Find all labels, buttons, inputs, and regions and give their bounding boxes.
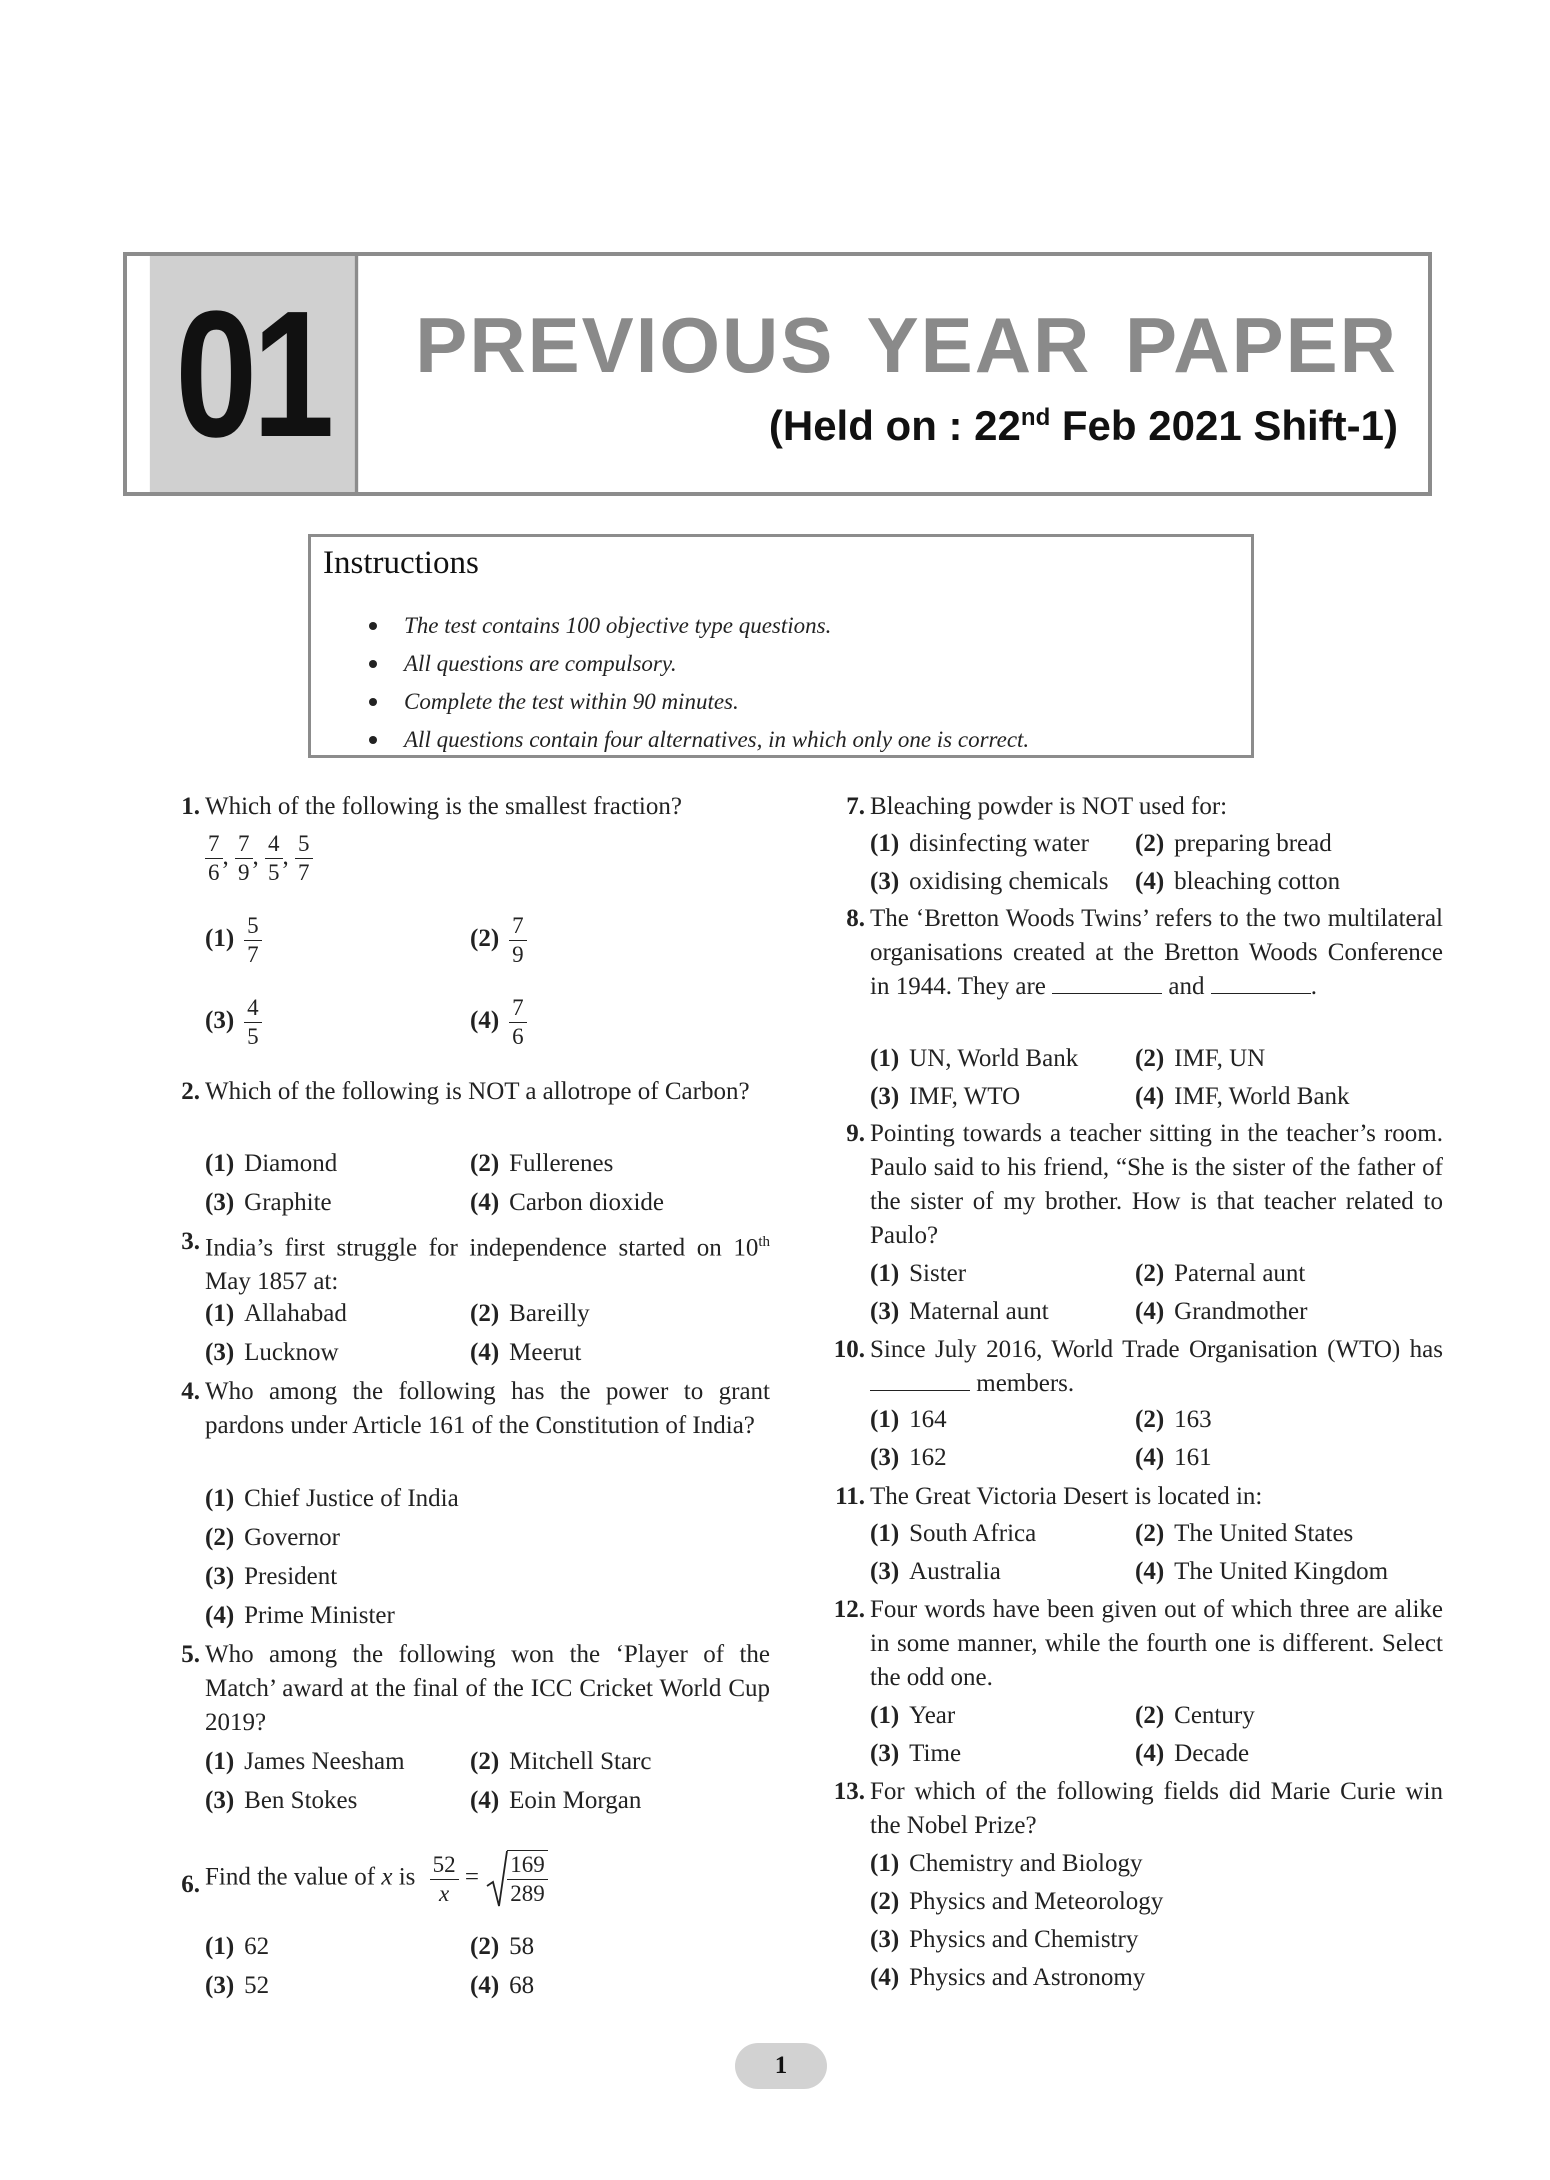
subtitle-date-prefix: (Held on : 22 <box>768 402 1021 449</box>
question-number: 11. <box>835 1483 865 1510</box>
subtitle-ordinal: nd <box>1020 404 1051 431</box>
option-3[interactable]: (3) IMF, WTO <box>870 1083 1021 1110</box>
option-2[interactable]: (2) The United States <box>1135 1520 1354 1547</box>
option-3[interactable]: (3) oxidising chemicals <box>870 868 1109 895</box>
question-number: 3. <box>181 1228 200 1255</box>
fraction: $\frac{5}{7}$ <box>295 830 313 887</box>
option-2[interactable]: (2) 58 <box>470 1933 535 1960</box>
option-4[interactable]: (4) Prime Minister <box>205 1602 395 1629</box>
option-3[interactable]: (3) 162 <box>870 1444 947 1471</box>
option-2[interactable]: (2) Century <box>1135 1702 1255 1729</box>
question-text: Four words have been given out of which three are alike in some manner, while the fourth one is different. Select the odd one. <box>870 1596 1443 1691</box>
question-text: India’s first struggle for independence started on 10th May 1857 at: <box>205 1234 770 1296</box>
option-1[interactable]: (1) 62 <box>205 1933 270 1960</box>
radical-sign-icon <box>485 1850 509 1910</box>
answer-blank <box>1052 971 1162 994</box>
option-4[interactable]: (4) Decade <box>1135 1740 1250 1767</box>
option-1[interactable]: (1) Year <box>870 1702 956 1729</box>
option-2[interactable]: (2) $\frac{7}{9}$ <box>470 912 527 969</box>
fraction: $\frac{4}{5}$ <box>244 994 262 1051</box>
option-2[interactable]: (2) preparing bread <box>1135 830 1332 857</box>
option-1[interactable]: (1) James Neesham <box>205 1748 405 1775</box>
question-text: Who among the following has the power to grant pardons under Article 161 of the Constitution of India? <box>205 1378 770 1439</box>
option-4[interactable]: (4) bleaching cotton <box>1135 868 1341 895</box>
instruction-item: Complete the test within 90 minutes. <box>369 683 1029 721</box>
question-number: 7. <box>846 793 865 820</box>
instruction-item: All questions contain four alternatives, in which only one is correct. <box>369 721 1029 759</box>
square-root <box>485 1850 548 1908</box>
option-2[interactable]: (2) Physics and Meteorology <box>870 1888 1164 1915</box>
option-2[interactable]: (2) Paternal aunt <box>1135 1260 1306 1287</box>
fraction: $\frac{7}{9}$ <box>509 912 527 969</box>
option-3[interactable]: (3) Time <box>870 1740 962 1767</box>
question-number: 12. <box>833 1596 865 1623</box>
option-1[interactable]: (1) South Africa <box>870 1520 1037 1547</box>
option-2[interactable]: (2) 163 <box>1135 1406 1212 1433</box>
option-4[interactable]: (4) $\frac{7}{6}$ <box>470 994 527 1051</box>
page-subtitle <box>769 402 1398 450</box>
fraction: $\frac{7}{6}$ <box>509 994 527 1051</box>
option-2[interactable]: (2) Fullerenes <box>470 1150 614 1177</box>
option-4[interactable]: (4) Carbon dioxide <box>470 1189 664 1216</box>
option-3[interactable]: (3) Ben Stokes <box>205 1787 358 1814</box>
option-4[interactable]: (4) Meerut <box>470 1339 582 1366</box>
option-1[interactable]: (1) Chief Justice of India <box>205 1485 459 1512</box>
instructions-box <box>308 534 1254 758</box>
fraction: $\frac{5}{7}$ <box>244 912 262 969</box>
option-3[interactable]: (3) $\frac{4}{5}$ <box>205 994 262 1051</box>
banner-text <box>381 256 1428 492</box>
page-number: 1 <box>735 2043 827 2089</box>
question-text: Who among the following won the ‘Player of the Match’ award at the final of the ICC Cricket World Cup 2019? <box>205 1641 770 1736</box>
question-number: 9. <box>846 1120 865 1147</box>
question-text: Which of the following is the smallest fraction? <box>205 793 682 820</box>
option-2[interactable]: (2) Mitchell Starc <box>470 1748 652 1775</box>
fraction: $\frac{169}{289}$ <box>507 1850 548 1908</box>
option-1[interactable]: (1) Diamond <box>205 1150 338 1177</box>
option-3[interactable]: (3) President <box>205 1563 338 1590</box>
option-2[interactable]: (2) Bareilly <box>470 1300 590 1327</box>
instructions-title: Instructions <box>323 545 479 581</box>
option-2[interactable]: (2) Governor <box>205 1524 340 1551</box>
option-1[interactable]: (1) Allahabad <box>205 1300 347 1327</box>
question-text: For which of the following fields did Marie Curie win the Nobel Prize? <box>870 1778 1443 1839</box>
question-number: 2. <box>181 1078 200 1105</box>
question-number: 5. <box>181 1641 200 1668</box>
option-3[interactable]: (3) 52 <box>205 1972 270 1999</box>
option-4[interactable]: (4) 161 <box>1135 1444 1212 1471</box>
subtitle-date-suffix: Feb 2021 Shift-1) <box>1050 402 1398 449</box>
option-3[interactable]: (3) Maternal aunt <box>870 1298 1049 1325</box>
option-4[interactable]: (4) IMF, World Bank <box>1135 1083 1350 1110</box>
option-4[interactable]: (4) The United Kingdom <box>1135 1558 1389 1585</box>
question-text: Since July 2016, World Trade Organisation (WTO) has members. <box>870 1336 1443 1397</box>
instructions-list <box>369 607 1029 759</box>
option-3[interactable]: (3) Australia <box>870 1558 1001 1585</box>
question-number: 13. <box>833 1778 865 1805</box>
page-title: PREVIOUS YEAR PAPER <box>415 301 1398 389</box>
question-number: 8. <box>846 905 865 932</box>
question-text: Bleaching powder is NOT used for: <box>870 793 1228 820</box>
option-1[interactable]: (1) disinfecting water <box>870 830 1089 857</box>
question-number: 6. <box>181 1871 200 1898</box>
option-3[interactable]: (3) Graphite <box>205 1189 332 1216</box>
question-text: Which of the following is NOT a allotrope of Carbon? <box>205 1078 750 1105</box>
question-text: The ‘Bretton Woods Twins’ refers to the two multilateral organisations created at the Bretton Woods Conference in 1944. They are and . <box>870 905 1443 1000</box>
option-1[interactable]: (1) UN, World Bank <box>870 1045 1079 1072</box>
question-number: 10. <box>833 1336 865 1363</box>
question-text: The Great Victoria Desert is located in: <box>870 1483 1263 1510</box>
fraction: $\frac{7}{9}$ <box>235 830 253 887</box>
fraction-list: $\frac{7}{6}$ , $\frac{7}{9}$ , $\frac{4}{5}$ , $\frac{5}{7}$ <box>205 830 313 887</box>
question-text: Pointing towards a teacher sitting in the teacher’s room. Paulo said to his friend, “She is the sister of the father of the sister of my brother. How is that teacher related to Paulo? <box>870 1120 1443 1249</box>
option-4[interactable]: (4) Physics and Astronomy <box>870 1964 1146 1991</box>
chapter-banner <box>123 252 1432 496</box>
question-number: 1. <box>181 793 200 820</box>
question-number: 4. <box>181 1378 200 1405</box>
option-1[interactable]: (1) $\frac{5}{7}$ <box>205 912 262 969</box>
answer-blank <box>1211 971 1311 994</box>
fraction: $\frac{4}{5}$ <box>265 830 283 887</box>
option-3[interactable]: (3) Physics and Chemistry <box>870 1926 1139 1953</box>
option-1[interactable]: (1) Sister <box>870 1260 967 1287</box>
answer-blank <box>870 1368 970 1391</box>
chapter-number: 01 <box>150 256 358 492</box>
option-1[interactable]: (1) Chemistry and Biology <box>870 1850 1143 1877</box>
fraction: $\frac{52}{x}$ <box>430 1851 459 1908</box>
instruction-item: The test contains 100 objective type questions. <box>369 607 1029 645</box>
question-text: Find the value of x is $\frac{52}{x}$ = $\frac{169}{289}$ <box>205 1850 770 1908</box>
option-4[interactable]: (4) 68 <box>470 1972 535 1999</box>
fraction: $\frac{7}{6}$ <box>205 830 223 887</box>
instruction-item: All questions are compulsory. <box>369 645 1029 683</box>
option-3[interactable]: (3) Lucknow <box>205 1339 339 1366</box>
option-4[interactable]: (4) Eoin Morgan <box>470 1787 642 1814</box>
option-1[interactable]: (1) 164 <box>870 1406 947 1433</box>
option-4[interactable]: (4) Grandmother <box>1135 1298 1308 1325</box>
option-2[interactable]: (2) IMF, UN <box>1135 1045 1266 1072</box>
